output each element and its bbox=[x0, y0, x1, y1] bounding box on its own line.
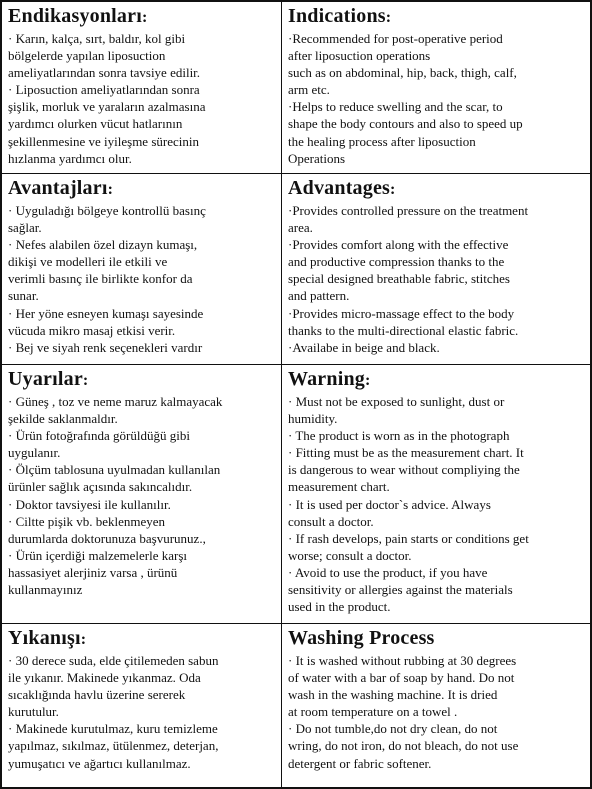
section-heading: Washing Process bbox=[288, 627, 435, 649]
text-line: used in the product. bbox=[288, 599, 391, 615]
text-line: · Ölçüm tablosuna uyulmadan kullanılan bbox=[8, 462, 221, 478]
text-line: and productive compression thanks to the bbox=[288, 254, 505, 270]
text-line: thanks to the multi-directional elastic fabric. bbox=[288, 322, 519, 338]
text-line: of water with a bar of soap by hand. Do not bbox=[288, 670, 515, 686]
section-text bbox=[288, 30, 585, 167]
text-line: · Karın, kalça, sırt, baldır, kol gibi bbox=[8, 31, 186, 46]
text-line: ameliyatlarından sonra tavsiye edilir. bbox=[8, 65, 201, 81]
text-line: consult a doctor. bbox=[288, 513, 374, 529]
text-line: bölgelerde yapılan liposuction bbox=[8, 48, 166, 64]
text-line: ·Provides micro-massage effect to the body bbox=[288, 305, 515, 321]
text-line: sağlar. bbox=[8, 220, 42, 236]
indications-tr-cell bbox=[2, 2, 282, 174]
text-line: hızlanma yardımcı olur. bbox=[8, 150, 132, 166]
section-heading: Yıkanışı: bbox=[8, 627, 87, 649]
text-line: ·Provides controlled pressure on the treatment bbox=[288, 203, 529, 218]
text-line: uygulanır. bbox=[8, 445, 61, 461]
text-line: area. bbox=[288, 220, 313, 236]
section-text bbox=[288, 393, 585, 615]
section-heading: Indications: bbox=[288, 5, 392, 27]
indications-en-cell bbox=[282, 2, 590, 174]
text-line: ile yıkanır. Makinede yıkanmaz. Oda bbox=[8, 670, 201, 686]
text-line: worse; consult a doctor. bbox=[288, 547, 412, 563]
text-line: şişlik, morluk ve yaraların azalmasına bbox=[8, 99, 206, 115]
text-line: ·Availabe in beige and black. bbox=[288, 339, 440, 355]
text-line: humidity. bbox=[288, 411, 338, 427]
warning-tr-cell bbox=[2, 365, 282, 624]
section-text bbox=[8, 202, 276, 356]
text-line: · It is washed without rubbing at 30 degrees bbox=[288, 653, 517, 668]
text-line: yumuşatıcı ve ağartıcı kullanılmaz. bbox=[8, 755, 191, 771]
text-line: · Do not tumble,do not dry clean, do not bbox=[288, 721, 498, 737]
warning-en-cell bbox=[282, 365, 590, 624]
washing-tr-cell bbox=[2, 624, 282, 787]
text-line: such as on abdominal, hip, back, thigh, calf, bbox=[288, 65, 517, 81]
section-heading: Uyarılar: bbox=[8, 368, 89, 390]
text-line: yapılmaz, sıkılmaz, ütülenmez, deterjan, bbox=[8, 738, 219, 754]
section-text bbox=[8, 393, 276, 598]
text-line: measurement chart. bbox=[288, 479, 390, 495]
text-line: · Ciltte pişik vb. beklenmeyen bbox=[8, 513, 166, 529]
text-line: ·Recommended for post-operative period bbox=[288, 31, 503, 46]
text-line: · Ürün fotoğrafında görüldüğü gibi bbox=[8, 428, 190, 444]
washing-en-cell bbox=[282, 624, 590, 787]
text-line: yardımcı olurken vücut hatlarının bbox=[8, 116, 183, 132]
text-line: ürünler sağlık açısında sakıncalıdır. bbox=[8, 479, 193, 495]
text-line: after liposuction operations bbox=[288, 48, 431, 64]
text-line: · Güneş , toz ve neme maruz kalmayacak bbox=[8, 394, 223, 409]
text-line: · Bej ve siyah renk seçenekleri vardır bbox=[8, 339, 203, 355]
text-line: kullanmayınız bbox=[8, 582, 83, 598]
text-line: sıcaklığında havlu üzerine sererek bbox=[8, 687, 186, 703]
text-line: the healing process after liposuction bbox=[288, 133, 476, 149]
text-line: · Ürün içerdiği malzemelerle karşı bbox=[8, 547, 188, 563]
text-line: durumlarda doktorunuza başvurunuz., bbox=[8, 530, 206, 546]
text-line: kurutulur. bbox=[8, 704, 59, 720]
text-line: dikişi ve modelleri ile etkili ve bbox=[8, 254, 168, 270]
text-line: ·Helps to reduce swelling and the scar, to bbox=[288, 99, 503, 115]
text-line: wring, do not iron, do not bleach, do not use bbox=[288, 738, 519, 754]
text-line: is dangerous to wear without compliying the bbox=[288, 462, 520, 478]
section-text bbox=[8, 652, 276, 772]
text-line: · Her yöne esneyen kumaşı sayesinde bbox=[8, 305, 204, 321]
text-line: · Liposuction ameliyatlarından sonra bbox=[8, 82, 200, 98]
section-heading: Avantajları: bbox=[8, 177, 114, 199]
text-line: and pattern. bbox=[288, 288, 350, 304]
text-line: · Must not be exposed to sunlight, dust or bbox=[288, 394, 505, 409]
text-line: · 30 derece suda, elde çitilemeden sabun bbox=[8, 653, 219, 668]
text-line: · Nefes alabilen özel dizayn kumaşı, bbox=[8, 237, 198, 253]
text-line: hassasiyet alerjiniz varsa , ürünü bbox=[8, 564, 178, 580]
text-line: Operations bbox=[288, 150, 346, 166]
text-line: at room temperature on a towel . bbox=[288, 704, 458, 720]
text-line: shape the body contours and also to speed up bbox=[288, 116, 523, 132]
text-line: sensitivity or allergies against the materials bbox=[288, 582, 513, 598]
text-line: · Uyguladığı bölgeye kontrollü basınç bbox=[8, 203, 206, 218]
text-line: · Fitting must be as the measurement chart. It bbox=[288, 445, 524, 461]
text-line: sunar. bbox=[8, 288, 39, 304]
text-line: detergent or fabric softener. bbox=[288, 755, 432, 771]
text-line: · Makinede kurutulmaz, kuru temizleme bbox=[8, 721, 218, 737]
text-line: ·Provides comfort along with the effective bbox=[288, 237, 509, 253]
text-line: · Avoid to use the product, if you have bbox=[288, 564, 488, 580]
section-heading: Warning: bbox=[288, 368, 371, 390]
text-line: · If rash develops, pain starts or conditions get bbox=[288, 530, 529, 546]
text-line: wash in the washing machine. It is dried bbox=[288, 687, 498, 703]
text-line: vücuda mikro masaj etkisi verir. bbox=[8, 322, 176, 338]
section-text bbox=[288, 202, 585, 356]
section-heading: Advantages: bbox=[288, 177, 396, 199]
advantages-tr-cell bbox=[2, 174, 282, 365]
text-line: verimli basınç ile birlikte konfor da bbox=[8, 271, 193, 287]
text-line: arm etc. bbox=[288, 82, 330, 98]
advantages-en-cell bbox=[282, 174, 590, 365]
section-text bbox=[288, 652, 585, 772]
text-line: · The product is worn as in the photograph bbox=[288, 428, 510, 444]
section-text bbox=[8, 30, 276, 167]
text-line: · Doktor tavsiyesi ile kullanılır. bbox=[8, 496, 171, 512]
text-line: şekillenmesine ve iyileşme sürecinin bbox=[8, 133, 199, 149]
text-line: · It is used per doctor`s advice. Always bbox=[288, 496, 491, 512]
section-heading: Endikasyonları: bbox=[8, 5, 148, 27]
text-line: şekilde saklanmaldır. bbox=[8, 411, 118, 427]
text-line: special designed breathable fabric, stitches bbox=[288, 271, 510, 287]
